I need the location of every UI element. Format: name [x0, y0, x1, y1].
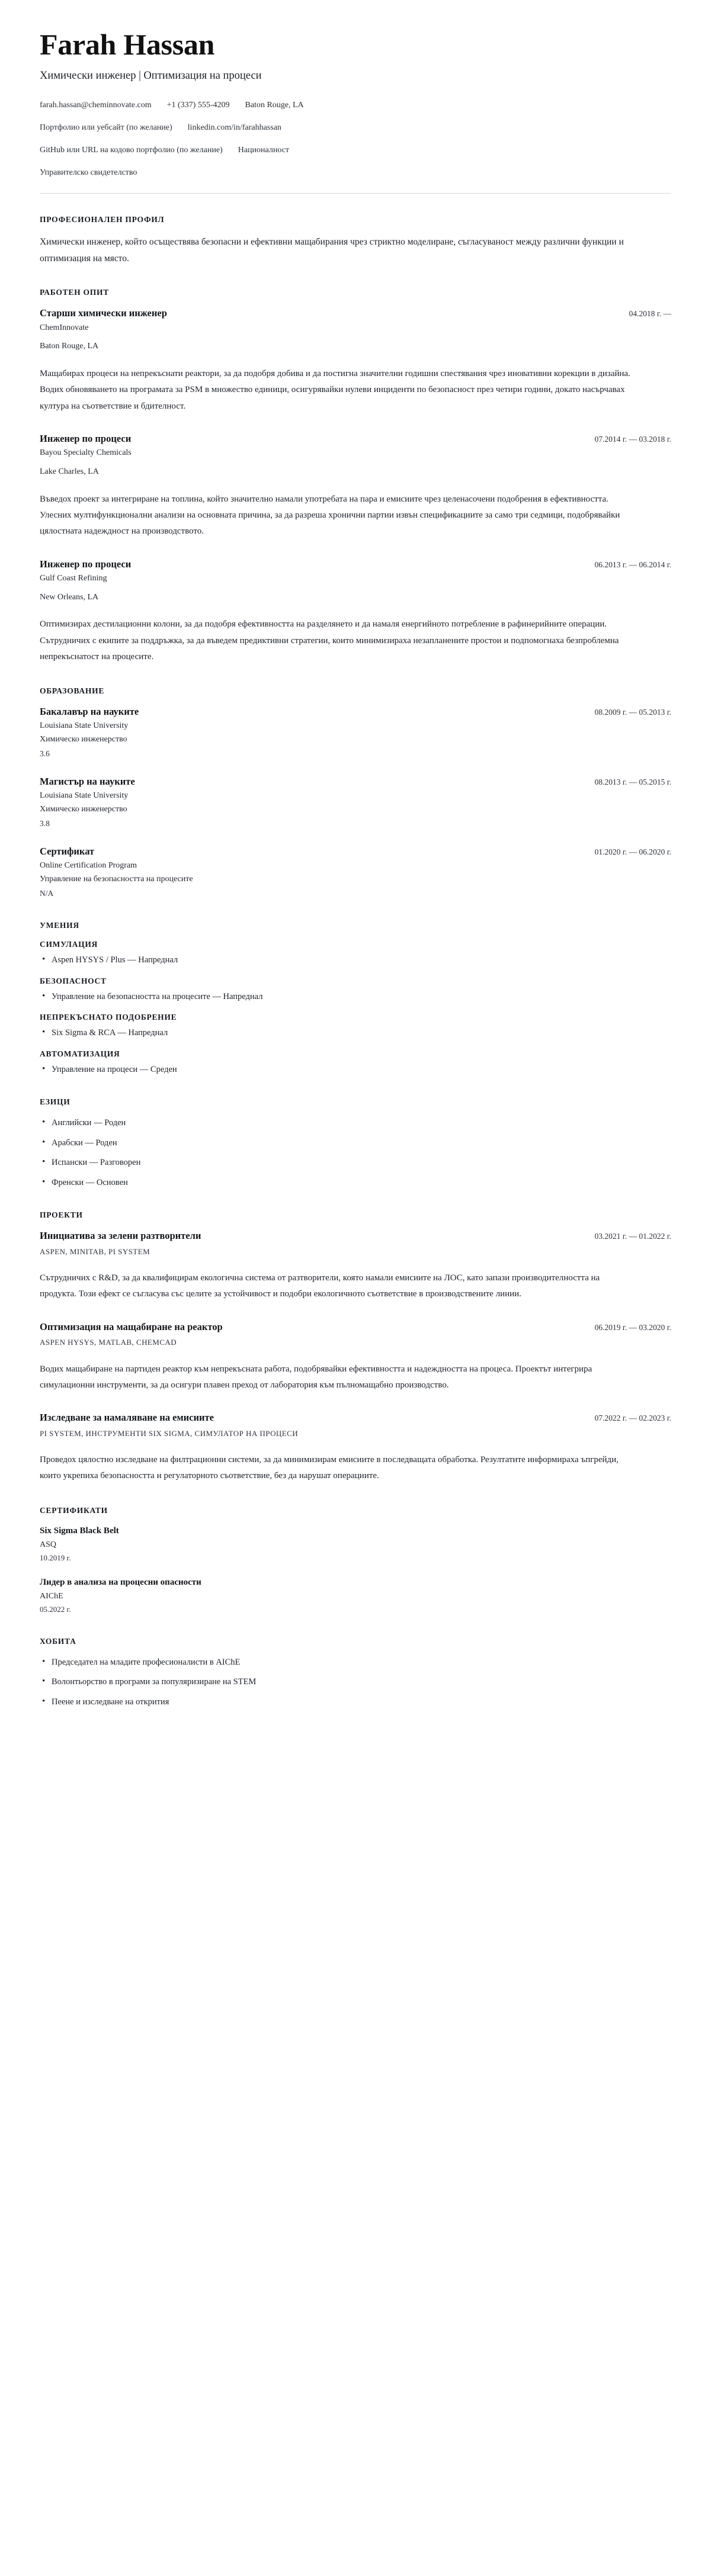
project-description: Водих мащабиране на партиден реактор към непрекъсната работа, подобрявайки ефективността и надеждността на процеса. Проектът интегрира симулационни инструменти, за да осигури плавен преход от лаборатория към пълномащабно производство.: [40, 1364, 592, 1390]
section-title-education: ОБРАЗОВАНИЕ: [40, 686, 105, 696]
section-education: [40, 686, 671, 900]
project-entry-head: [40, 1411, 671, 1424]
education-entry-head: [40, 705, 671, 718]
project-entry-head: [40, 1321, 671, 1333]
project-tech: ASPEN, MINITAB, PI SYSTEM: [40, 1247, 150, 1256]
certificate-date: 10.2019 г.: [40, 1553, 71, 1562]
section-languages: [40, 1097, 671, 1189]
section-title-certificates: СЕРТИФИКАТИ: [40, 1505, 108, 1515]
job-title: Инженер по процеси: [40, 432, 132, 444]
email-value[interactable]: farah.hassan@cheminnovate.com: [40, 100, 152, 110]
job-location: New Orleans, LA: [40, 592, 99, 602]
certificate-name: Six Sigma Black Belt: [40, 1525, 119, 1536]
certificate-entry: [40, 1576, 671, 1615]
job-title: Инженер по процеси: [40, 558, 132, 570]
project-dates: 03.2021 г. — 01.2022 г.: [594, 1232, 671, 1241]
experience-entry-head: [40, 432, 671, 445]
school-name: Louisiana State University: [40, 721, 129, 730]
resume-page: [40, 0, 671, 1739]
candidate-name: Farah Hassan: [40, 28, 215, 61]
skill-item: • Aspen HYSYS / Plus — Напреднал: [40, 953, 671, 966]
degree-title: Сертификат: [40, 846, 95, 857]
certificate-issuer: ASQ: [40, 1540, 57, 1549]
skill-group: [40, 977, 671, 1003]
job-title: Старши химически инженер: [40, 307, 167, 319]
languages-list: [40, 1116, 671, 1189]
school-name: Louisiana State University: [40, 791, 129, 800]
project-entry: [40, 1321, 671, 1394]
job-dates: 07.2014 г. — 03.2018 г.: [594, 434, 671, 444]
hobby-item: • Волонтьорство в програми за популяризиране на STEM: [40, 1675, 671, 1688]
job-dates: 04.2018 г. —: [629, 309, 671, 319]
section-title-experience: РАБОТЕН ОПИТ: [40, 288, 109, 297]
contact-row-portfolio: [40, 121, 671, 134]
job-company: Bayou Specialty Chemicals: [40, 448, 132, 458]
section-title-projects: ПРОЕКТИ: [40, 1210, 83, 1220]
resume-header: [40, 0, 671, 194]
degree-dates: 01.2020 г. — 06.2020 г.: [594, 847, 671, 857]
github-label: GitHub или URL на кодово портфолио (по желание): [40, 145, 223, 155]
experience-entry-head: [40, 558, 671, 570]
section-title-skills: УМЕНИЯ: [40, 921, 79, 930]
section-projects: [40, 1210, 671, 1485]
linkedin-value[interactable]: linkedin.com/in/farahhassan: [187, 123, 281, 132]
header-divider: [40, 193, 671, 194]
job-description: Оптимизирах дестилационни колони, за да подобря ефективността на разделянето и да намаля енергийното потребление в рафинерийните операции. Сътрудничих с екипите за поддръжка, за да въведем предиктивни стратегии, които минимизираха незапланените простои и подпомогнаха безпроблемна непрекъснатост на процесите.: [40, 619, 619, 661]
certificate-date: 05.2022 г.: [40, 1605, 71, 1614]
certificate-entry: [40, 1525, 671, 1564]
contact-row-license: [40, 166, 671, 179]
skill-list: [40, 953, 671, 966]
language-item: • Френски — Основен: [40, 1176, 671, 1189]
job-description: Въведох проект за интегриране на топлина, който значително намали употребата на пара и емисиите чрез целенасочени подобрения в ефективността. Улесних мултифункционални анализи на основната причина, за да разреша хронични партии извън спецификациите за само три седмици, подобрявайки цялостната надеждност на производството.: [40, 494, 620, 537]
education-list: [40, 705, 671, 900]
section-title-hobbies: ХОБИТА: [40, 1636, 76, 1646]
degree-dates: 08.2009 г. — 05.2013 г.: [594, 708, 671, 717]
skill-item: • Управление на процеси — Среден: [40, 1063, 671, 1076]
project-title: Изследване за намаляване на емисиите: [40, 1412, 214, 1424]
degree-title: Бакалавър на науките: [40, 706, 139, 718]
hobby-item: • Председател на младите професионалисти в AIChE: [40, 1656, 671, 1669]
skill-group-title: БЕЗОПАСНОСТ: [40, 976, 107, 985]
skill-list: [40, 990, 671, 1003]
education-entry: [40, 705, 671, 760]
skill-list: [40, 1026, 671, 1039]
skill-item: • Six Sigma & RCA — Напреднал: [40, 1026, 671, 1039]
projects-list: [40, 1229, 671, 1485]
job-company: ChemInnovate: [40, 323, 89, 332]
hobbies-list: [40, 1656, 671, 1708]
section-certificates: [40, 1506, 671, 1615]
education-entry-head: [40, 845, 671, 857]
summary-text: Химически инженер, който осъществява безопасни и ефективни мащабирания чрез стриктно моделиране, съгласуваност между различни функции и оптимизация на място.: [40, 236, 624, 264]
skill-group: [40, 1013, 671, 1039]
skill-group: [40, 1049, 671, 1076]
certificate-issuer: AIChE: [40, 1592, 63, 1601]
skill-list: [40, 1063, 671, 1076]
hobby-item: • Пеене и изследване на открития: [40, 1695, 671, 1708]
language-item: • Арабски — Роден: [40, 1136, 671, 1149]
section-hobbies: [40, 1637, 671, 1708]
section-summary: [40, 215, 671, 266]
certificates-list: [40, 1525, 671, 1615]
contact-row-primary: [40, 99, 671, 111]
degree-title: Магистър на науките: [40, 776, 135, 788]
certificate-name: Лидер в анализа на процесни опасности: [40, 1578, 201, 1588]
language-item: • Английски — Роден: [40, 1116, 671, 1129]
project-description: Сътрудничих с R&D, за да квалифицирам екологична система от разтворители, която намали емисиите на ЛОС, като запази производителността на продукта. Този ефект се съгласува със целите за устойчивост и подобри екологичното съответствие в производствените линии.: [40, 1273, 600, 1299]
experience-entry: [40, 432, 671, 540]
project-title: Оптимизация на мащабиране на реактор: [40, 1321, 223, 1332]
project-entry: [40, 1229, 671, 1303]
candidate-headline: Химически инженер | Оптимизация на процеси: [40, 70, 262, 82]
field-of-study: Управление на безопасността на процесите: [40, 875, 193, 884]
field-of-study: Химическо инженерство: [40, 735, 127, 744]
skill-group: [40, 940, 671, 966]
driving-license-label: Управителско свидетелство: [40, 168, 137, 177]
location-value: Baton Rouge, LA: [245, 100, 304, 110]
section-title-summary: ПРОФЕСИОНАЛЕН ПРОФИЛ: [40, 214, 165, 224]
skill-group-title: СИМУЛАЦИЯ: [40, 940, 98, 949]
field-of-study: Химическо инженерство: [40, 805, 127, 814]
language-item: • Испански — Разговорен: [40, 1156, 671, 1169]
project-description: Проведох цялостно изследване на филтрационни системи, за да минимизирам емисиите в последващата обработка. Резултатите информираха ъпгрейди, които укрепиха безопасността и регулаторното съответствие, без да нарушат операциите.: [40, 1455, 619, 1481]
project-tech: PI SYSTEM, ИНСТРУМЕНТИ SIX SIGMA, СИМУЛАТОР НА ПРОЦЕСИ: [40, 1428, 299, 1438]
project-dates: 07.2022 г. — 02.2023 г.: [594, 1414, 671, 1423]
gpa-value: N/A: [40, 889, 54, 898]
job-description: Мащабирах процеси на непрекъснати реактори, за да подобря добива и да постигна значителни годишни спестявания чрез иновативни корекции в дизайна. Водих обновяването на програмата за PSM в множество единици, осигурявайки нулеви инциденти по безопасност през четири години, докато насърчавах култура на съответствие и бдителност.: [40, 368, 630, 411]
section-title-languages: ЕЗИЦИ: [40, 1097, 71, 1107]
nationality-label: Националност: [238, 145, 289, 155]
job-dates: 06.2013 г. — 06.2014 г.: [594, 560, 671, 569]
gpa-value: 3.6: [40, 749, 50, 759]
job-location: Lake Charles, LA: [40, 467, 99, 476]
phone-value[interactable]: +1 (337) 555-4209: [166, 100, 230, 110]
project-entry-head: [40, 1229, 671, 1242]
section-skills: [40, 921, 671, 1076]
project-dates: 06.2019 г. — 03.2020 г.: [594, 1322, 671, 1332]
skill-group-title: АВТОМАТИЗАЦИЯ: [40, 1049, 120, 1058]
job-company: Gulf Coast Refining: [40, 573, 107, 583]
education-entry-head: [40, 775, 671, 788]
experience-entry-head: [40, 307, 671, 319]
experience-list: [40, 307, 671, 665]
project-entry: [40, 1411, 671, 1485]
education-entry: [40, 845, 671, 900]
degree-dates: 08.2013 г. — 05.2015 г.: [594, 778, 671, 787]
contact-row-github: [40, 144, 671, 156]
skill-item: • Управление на безопасността на процесите — Напреднал: [40, 990, 671, 1003]
gpa-value: 3.8: [40, 819, 50, 828]
experience-entry: [40, 558, 671, 666]
experience-entry: [40, 307, 671, 415]
section-experience: [40, 288, 671, 665]
project-tech: ASPEN HYSYS, MATLAB, CHEMCAD: [40, 1338, 177, 1347]
job-location: Baton Rouge, LA: [40, 342, 99, 351]
education-entry: [40, 775, 671, 830]
skill-group-title: НЕПРЕКЪСНАТО ПОДОБРЕНИЕ: [40, 1013, 177, 1022]
portfolio-label: Портфолио или уебсайт (по желание): [40, 123, 172, 132]
project-title: Инициатива за зелени разтворители: [40, 1230, 201, 1242]
school-name: Online Certification Program: [40, 860, 137, 870]
